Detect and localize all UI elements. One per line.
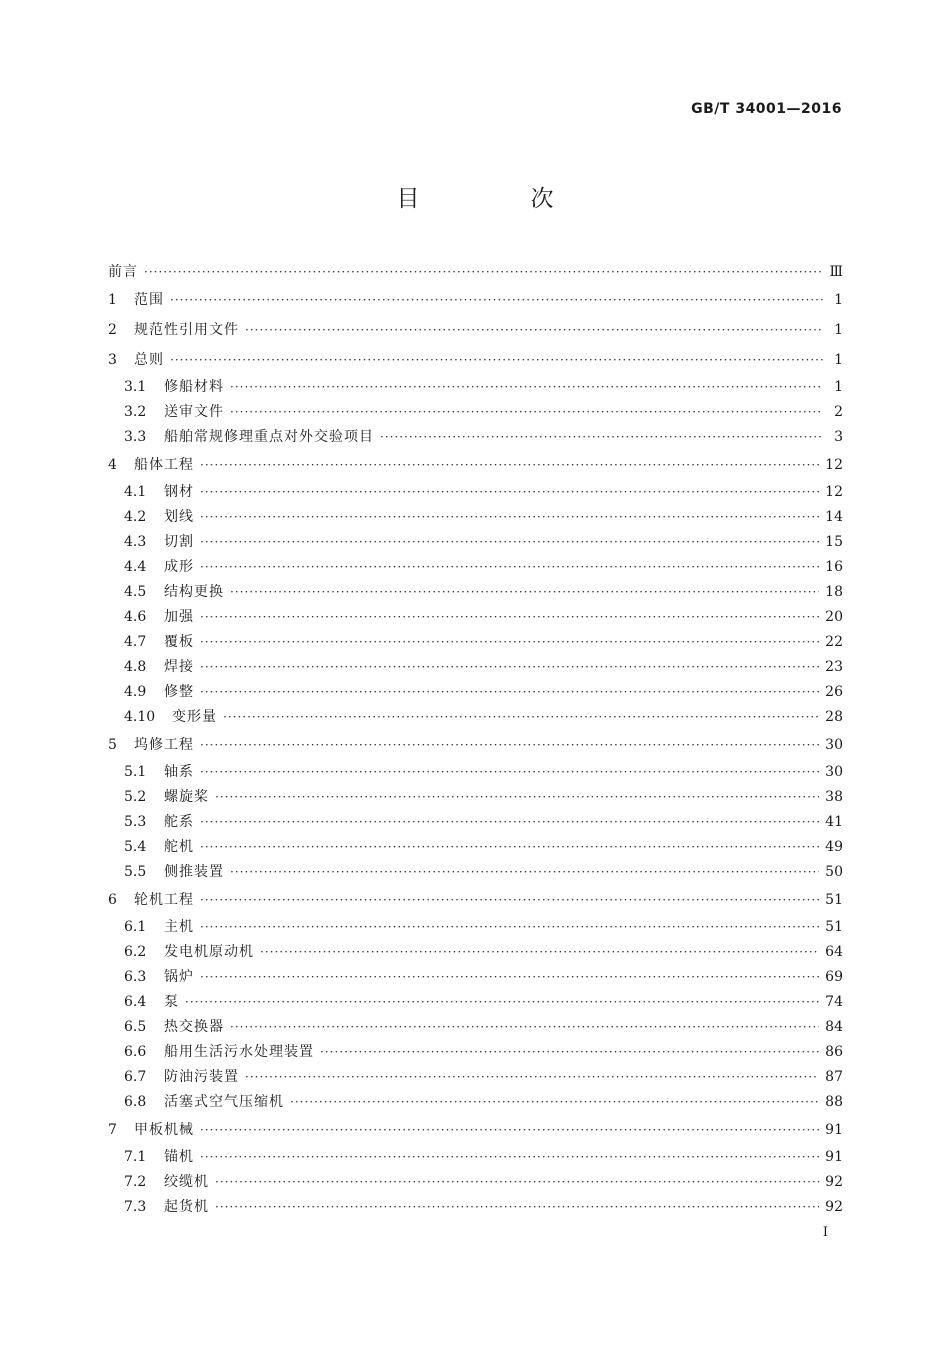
toc-entry-number: 5.5 — [124, 864, 147, 880]
dot-leader — [200, 1115, 819, 1145]
toc-entry-page: 91 — [825, 1149, 843, 1165]
toc-entry-number: 5.3 — [124, 814, 147, 830]
toc-entry-number: 4.1 — [124, 484, 147, 500]
toc-entry-label: 修整 — [164, 684, 194, 700]
dot-leader — [200, 885, 819, 915]
toc-entry[interactable] — [108, 630, 843, 655]
toc-entry-number: 5.1 — [124, 764, 147, 780]
dot-leader — [170, 345, 823, 375]
toc-entry[interactable] — [108, 1195, 843, 1220]
toc-entry-page: 16 — [825, 559, 843, 575]
toc-entry-label: 活塞式空气压缩机 — [164, 1094, 284, 1110]
dot-leader — [230, 375, 823, 400]
toc-entry-page: 18 — [825, 584, 843, 600]
toc-entry-label: 划线 — [164, 509, 194, 525]
toc-entry-page: 12 — [825, 457, 843, 473]
toc-entry[interactable] — [108, 885, 843, 915]
toc-entry-label: 坞修工程 — [134, 737, 194, 753]
toc-entry[interactable] — [108, 1040, 843, 1065]
dot-leader — [200, 505, 819, 530]
dot-leader — [144, 260, 823, 285]
toc-entry-label: 船用生活污水处理装置 — [164, 1044, 314, 1060]
table-of-contents — [108, 260, 843, 1220]
dot-leader — [320, 1040, 819, 1065]
toc-entry[interactable] — [108, 860, 843, 885]
toc-entry-page: 2 — [834, 404, 843, 420]
toc-entry-number: 4.9 — [124, 684, 147, 700]
toc-entry[interactable] — [108, 785, 843, 810]
toc-entry-page: 3 — [834, 429, 843, 445]
toc-entry-label: 绞缆机 — [164, 1174, 209, 1190]
toc-entry-number: 6.6 — [124, 1044, 147, 1060]
dot-leader — [380, 425, 823, 450]
toc-entry-page: 84 — [825, 1019, 843, 1035]
toc-entry[interactable] — [108, 990, 843, 1015]
toc-entry-page: 12 — [825, 484, 843, 500]
toc-entry-number: 5 — [108, 737, 117, 753]
toc-entry[interactable] — [108, 480, 843, 505]
toc-entry-page: 30 — [825, 764, 843, 780]
toc-entry-number: 4.5 — [124, 584, 147, 600]
toc-entry-label: 起货机 — [164, 1199, 209, 1215]
toc-entry[interactable] — [108, 400, 843, 425]
toc-entry-label: 螺旋桨 — [164, 789, 209, 805]
toc-entry-page: 41 — [825, 814, 843, 830]
toc-entry-number: 6.7 — [124, 1069, 147, 1085]
toc-entry[interactable] — [108, 730, 843, 760]
toc-entry-page: 64 — [825, 944, 843, 960]
dot-leader — [200, 760, 819, 785]
toc-entry-label: 轮机工程 — [134, 892, 194, 908]
toc-entry-page: Ⅲ — [829, 264, 843, 280]
toc-entry-number: 7.1 — [124, 1149, 147, 1165]
toc-entry-page: 28 — [825, 709, 843, 725]
toc-entry-label: 范围 — [134, 292, 164, 308]
toc-entry-number: 5.4 — [124, 839, 147, 855]
toc-entry-page: 91 — [825, 1122, 843, 1138]
toc-entry-label: 船舶常规修理重点对外交验项目 — [164, 429, 374, 445]
toc-entry-number: 4.3 — [124, 534, 147, 550]
toc-entry-label: 总则 — [134, 352, 164, 368]
toc-entry-page: 1 — [834, 322, 843, 338]
toc-entry[interactable] — [108, 605, 843, 630]
toc-entry[interactable] — [108, 835, 843, 860]
dot-leader — [200, 965, 819, 990]
toc-entry-label: 焊接 — [164, 659, 194, 675]
dot-leader — [245, 1065, 819, 1090]
toc-entry-page: 87 — [825, 1069, 843, 1085]
toc-entry[interactable] — [108, 655, 843, 680]
toc-entry-number: 3.1 — [124, 379, 147, 395]
dot-leader — [230, 1015, 819, 1040]
toc-entry[interactable] — [108, 680, 843, 705]
toc-entry-label: 防油污装置 — [164, 1069, 239, 1085]
toc-entry-number: 4.10 — [124, 709, 156, 725]
toc-entry-number: 6.1 — [124, 919, 147, 935]
toc-entry[interactable] — [108, 505, 843, 530]
dot-leader — [200, 680, 819, 705]
toc-entry[interactable] — [108, 285, 843, 315]
toc-entry[interactable] — [108, 450, 843, 480]
toc-entry-page: 26 — [825, 684, 843, 700]
toc-entry[interactable] — [108, 1145, 843, 1170]
toc-entry-page: 20 — [825, 609, 843, 625]
toc-entry-page: 22 — [825, 634, 843, 650]
standard-code: GB/T 34001—2016 — [691, 101, 842, 117]
toc-entry-label: 侧推装置 — [164, 864, 224, 880]
toc-entry-page: 14 — [825, 509, 843, 525]
toc-entry-number: 6 — [108, 892, 117, 908]
toc-entry-number: 6.2 — [124, 944, 147, 960]
toc-entry[interactable] — [108, 940, 843, 965]
toc-entry-page: 23 — [825, 659, 843, 675]
toc-entry-number: 4.8 — [124, 659, 147, 675]
toc-entry-label: 船体工程 — [134, 457, 194, 473]
toc-entry-label: 钢材 — [164, 484, 194, 500]
toc-entry[interactable] — [108, 315, 843, 345]
toc-entry-number: 5.2 — [124, 789, 147, 805]
toc-entry-label: 锅炉 — [164, 969, 194, 985]
toc-entry-label: 结构更换 — [164, 584, 224, 600]
toc-entry[interactable] — [108, 555, 843, 580]
toc-entry-page: 92 — [825, 1174, 843, 1190]
toc-entry-page: 30 — [825, 737, 843, 753]
toc-entry[interactable] — [108, 1115, 843, 1145]
dot-leader — [230, 400, 823, 425]
toc-entry-number: 1 — [108, 292, 117, 308]
toc-entry-page: 38 — [825, 789, 843, 805]
toc-entry-page: 1 — [834, 379, 843, 395]
toc-entry-number: 6.8 — [124, 1094, 147, 1110]
toc-entry-page: 51 — [825, 919, 843, 935]
page-number: I — [822, 1225, 828, 1240]
toc-entry[interactable] — [108, 1065, 843, 1090]
toc-entry[interactable] — [108, 425, 843, 450]
toc-entry-label: 轴系 — [164, 764, 194, 780]
dot-leader — [200, 655, 819, 680]
toc-entry-page: 69 — [825, 969, 843, 985]
toc-entry[interactable] — [108, 810, 843, 835]
toc-entry-number: 4.2 — [124, 509, 147, 525]
dot-leader — [200, 730, 819, 760]
toc-entry-number: 7.2 — [124, 1174, 147, 1190]
toc-entry-number: 3.2 — [124, 404, 147, 420]
dot-leader — [200, 1145, 819, 1170]
dot-leader — [200, 605, 819, 630]
toc-entry-label: 锚机 — [164, 1149, 194, 1165]
toc-entry-page: 50 — [825, 864, 843, 880]
toc-entry-label: 送审文件 — [164, 404, 224, 420]
toc-entry-number: 3.3 — [124, 429, 147, 445]
toc-entry-number: 4 — [108, 457, 117, 473]
toc-entry-page: 49 — [825, 839, 843, 855]
dot-leader — [223, 705, 819, 730]
dot-leader — [200, 555, 819, 580]
dot-leader — [200, 835, 819, 860]
toc-entry-number: 2 — [108, 322, 117, 338]
dot-leader — [200, 480, 819, 505]
toc-entry[interactable] — [108, 1090, 843, 1115]
toc-entry[interactable] — [108, 1170, 843, 1195]
toc-entry[interactable] — [108, 345, 843, 375]
dot-leader — [200, 530, 819, 555]
toc-entry-page: 92 — [825, 1199, 843, 1215]
toc-entry-number: 6.5 — [124, 1019, 147, 1035]
toc-entry[interactable] — [108, 705, 843, 730]
dot-leader — [200, 450, 819, 480]
toc-entry-number: 4.6 — [124, 609, 147, 625]
toc-entry-label: 前言 — [108, 264, 138, 280]
toc-entry[interactable] — [108, 965, 843, 990]
toc-entry-number: 6.4 — [124, 994, 147, 1010]
toc-entry-label: 热交换器 — [164, 1019, 224, 1035]
toc-entry-number: 4.4 — [124, 559, 147, 575]
dot-leader — [260, 940, 819, 965]
dot-leader — [215, 785, 819, 810]
toc-entry-page: 74 — [825, 994, 843, 1010]
toc-entry[interactable] — [108, 260, 843, 285]
toc-entry-number: 7.3 — [124, 1199, 147, 1215]
toc-entry-label: 切割 — [164, 534, 194, 550]
dot-leader — [215, 1195, 819, 1220]
dot-leader — [200, 915, 819, 940]
toc-entry-label: 主机 — [164, 919, 194, 935]
toc-entry[interactable] — [108, 375, 843, 400]
toc-entry-label: 变形量 — [172, 709, 217, 725]
toc-entry-number: 4.7 — [124, 634, 147, 650]
dot-leader — [230, 580, 819, 605]
toc-entry-label: 舵机 — [164, 839, 194, 855]
toc-entry-number: 3 — [108, 352, 117, 368]
toc-entry-label: 泵 — [164, 994, 179, 1010]
toc-entry[interactable] — [108, 580, 843, 605]
toc-entry-number: 7 — [108, 1122, 117, 1138]
toc-entry[interactable] — [108, 760, 843, 785]
toc-entry-label: 规范性引用文件 — [134, 322, 239, 338]
dot-leader — [170, 285, 823, 315]
toc-entry-label: 舵系 — [164, 814, 194, 830]
page-title: 目 次 — [396, 186, 598, 212]
toc-entry-page: 51 — [825, 892, 843, 908]
toc-entry-page: 1 — [834, 352, 843, 368]
toc-entry[interactable] — [108, 1015, 843, 1040]
toc-entry-label: 覆板 — [164, 634, 194, 650]
toc-entry-page: 88 — [825, 1094, 843, 1110]
dot-leader — [200, 630, 819, 655]
dot-leader — [215, 1170, 819, 1195]
toc-entry-number: 6.3 — [124, 969, 147, 985]
toc-entry-page: 1 — [834, 292, 843, 308]
toc-entry-label: 成形 — [164, 559, 194, 575]
dot-leader — [200, 810, 819, 835]
toc-entry-label: 甲板机械 — [134, 1122, 194, 1138]
toc-entry-page: 15 — [825, 534, 843, 550]
toc-entry-label: 发电机原动机 — [164, 944, 254, 960]
toc-entry[interactable] — [108, 530, 843, 555]
toc-entry-page: 86 — [825, 1044, 843, 1060]
toc-entry[interactable] — [108, 915, 843, 940]
toc-entry-label: 修船材料 — [164, 379, 224, 395]
dot-leader — [290, 1090, 819, 1115]
dot-leader — [230, 860, 819, 885]
dot-leader — [185, 990, 819, 1015]
toc-entry-label: 加强 — [164, 609, 194, 625]
dot-leader — [245, 315, 823, 345]
